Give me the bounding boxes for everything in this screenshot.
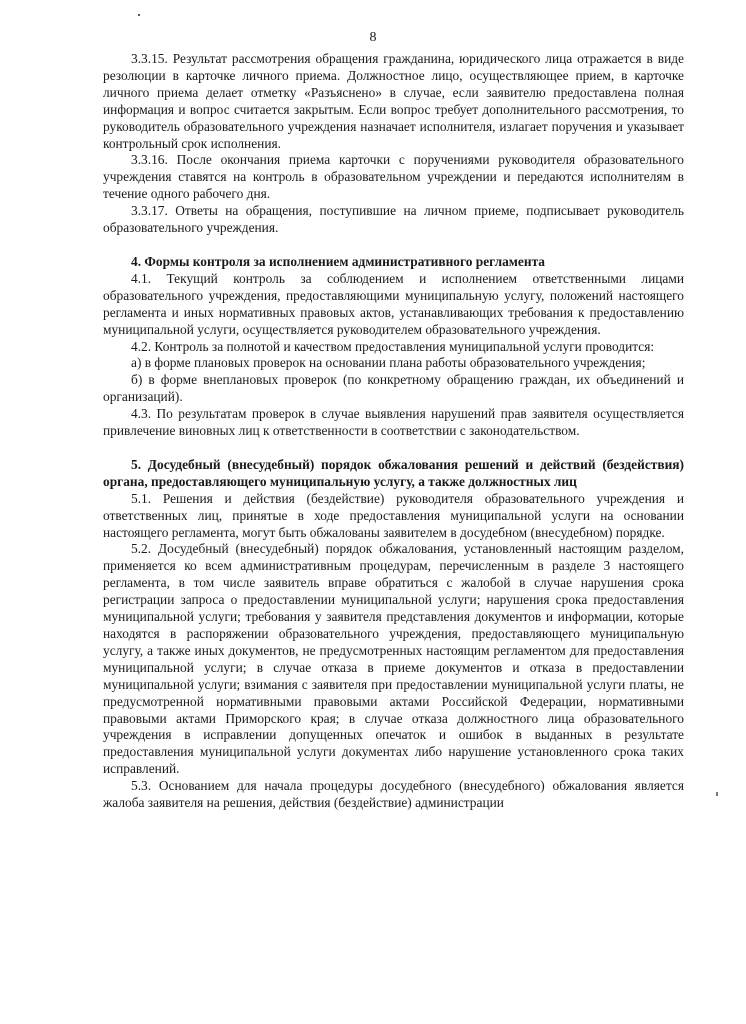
- paragraph-4-2-a: а) в форме плановых проверок на основании плана работы образовательного учреждения;: [131, 355, 646, 371]
- page-number: 8: [369, 30, 377, 45]
- paragraph-3-3-17: 3.3.17. Ответы на обращения, поступившие на личном приеме, подписывает руководитель образовательного учреждения.: [103, 203, 684, 236]
- paragraph-5-2: 5.2. Досудебный (внесудебный) порядок обжалования, установленный настоящим разделом, применяется ко всем административным процедурам, перечисленным в разделе 3 настоящего регламента, в том числе заявитель вправе обратиться с жалобой в случае нарушения срока регистрации запроса о предоставлении муниципальной услуги; нарушения срока предоставления муниципальной услуги; требования у заявителя представления документов и информации, которые находятся в распоряжении образовательного учреждения, предоставляющего муниципальную услугу, а также иных документов, не предусмотренных настоящим регламентом для предоставления муниципальной услуги; в случае отказа в приеме документов и отказа в предоставлении муниципальной услуги; взимания с заявителя при предоставлении муниципальной услуги платы, не предусмотренной нормативными правовыми актами Российской Федерации, нормативными правовыми актами Приморского края; в случае отказа должностного лица образовательного учреждения в исправлении допущенных опечаток и ошибок в выданных в результате предоставления муниципальной услуги документах либо нарушение установленного срока таких исправлений.: [103, 541, 684, 777]
- document-body: [103, 51, 684, 812]
- section-4-heading: 4. Формы контроля за исполнением административного регламента: [131, 253, 546, 269]
- scan-mark: [138, 14, 140, 16]
- paragraph-4-3: 4.3. По результатам проверок в случае выявления нарушений прав заявителя осуществляется привлечение виновных лиц к ответственности в соответствии с законодательством.: [103, 406, 684, 439]
- paragraph-5-3: 5.3. Основанием для начала процедуры досудебного (внесудебного) обжалования является жалоба заявителя на решения, действия (бездействие) администрации: [103, 778, 684, 811]
- section-5-heading: 5. Досудебный (внесудебный) порядок обжалования решений и действий (бездействия) органа, предоставляющего муниципальную услугу, а также должностных лиц: [103, 456, 684, 489]
- paragraph-3-3-15: 3.3.15. Результат рассмотрения обращения гражданина, юридического лица отражается в виде резолюции в карточке личного приема. Должностное лицо, осуществляющее прием, в карточке личного приема делает отметку «Разъяснено» в случае, если заявителю предоставлена полная информация и вопрос считается закрытым. Если вопрос требует дополнительного рассмотрения, то руководитель образовательного учреждения назначает исполнителя, излагает поручения и указывает контрольный срок исполнения.: [103, 51, 684, 151]
- paragraph-4-2: 4.2. Контроль за полнотой и качеством предоставления муниципальной услуги проводится:: [131, 338, 655, 354]
- paragraph-4-2-b: б) в форме внеплановых проверок (по конкретному обращению граждан, их объединений и организаций).: [103, 372, 684, 405]
- paragraph-5-1: 5.1. Решения и действия (бездействие) руководителя образовательного учреждения и ответственных лиц, принятые в ходе предоставления муниципальной услуги на основании настоящего регламента, могут быть обжалованы заявителем в досудебном (внесудебном) порядке.: [103, 490, 684, 540]
- scan-mark: [716, 792, 718, 796]
- paragraph-4-1: 4.1. Текущий контроль за соблюдением и исполнением ответственными лицами образовательного учреждения, предоставляющими муниципальную услугу, положений настоящего регламента и иных нормативных правовых актов, устанавливающих требования к предоставлению муниципальной услуги, осуществляется руководителем образовательного учреждения.: [103, 270, 684, 337]
- paragraph-3-3-16: 3.3.16. После окончания приема карточки с поручениями руководителя образовательного учреждения ставятся на контроль в образовательном учреждении и передаются исполнителям в течение одного рабочего дня.: [103, 152, 684, 202]
